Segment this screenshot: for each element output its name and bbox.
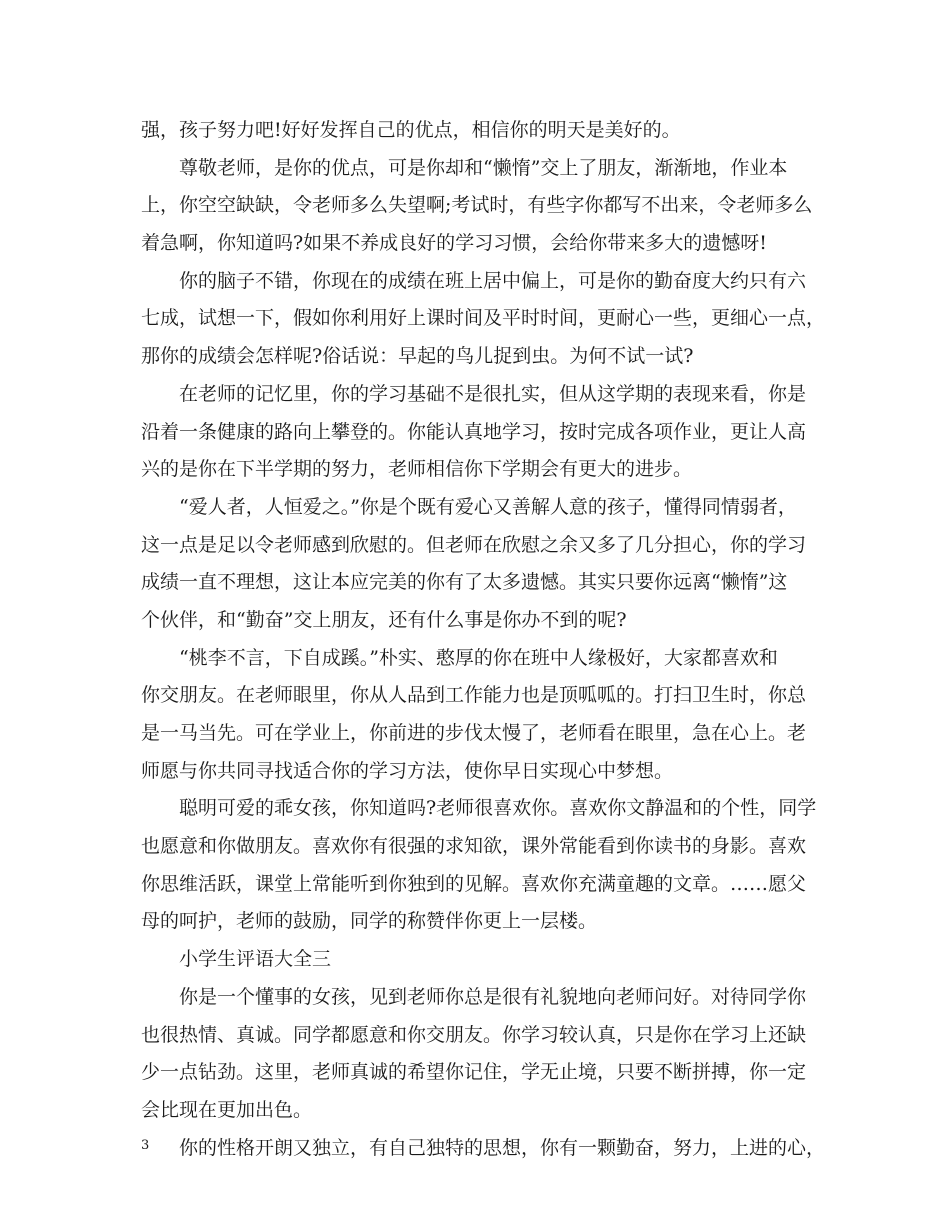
text-line: 你的脑子不错，你现在的成绩在班上居中偏上，可是你的勤奋度大约只有六 — [179, 269, 807, 292]
text-line: 会比现在更加出色。 — [141, 1098, 313, 1121]
text-line: 小学生评语大全三 — [179, 948, 332, 971]
text-line: 在老师的记忆里，你的学习基础不是很扎实，但从这学期的表现来看，你是 — [179, 382, 807, 405]
text-line: 你是一个懂事的女孩，见到老师你总是很有礼貌地向老师问好。对待同学你 — [179, 985, 807, 1008]
text-line: 也很热情、真诚。同学都愿意和你交朋友。你学习较认真，只是你在学习上还缺 — [141, 1023, 807, 1046]
text-line: 母的呵护，老师的鼓励，同学的称赞伴你更上一层楼。 — [141, 910, 598, 933]
text-line: 你思维活跃，课堂上常能听到你独到的见解。喜欢你充满童趣的文章。……愿父 — [141, 872, 807, 895]
text-line: 聪明可爱的乖女孩，你知道吗?老师很喜欢你。喜欢你文静温和的个性，同学 — [179, 797, 817, 820]
text-line: 强，孩子努力吧!好好发挥自己的优点，相信你的明天是美好的。 — [141, 119, 681, 141]
text-line: 兴的是你在下半学期的努力，老师相信你下学期会有更大的进步。 — [141, 458, 693, 481]
text-line: 成绩一直不理想，这让本应完美的你有了太多遗憾。其实只要你远离“懒惰”这 — [141, 571, 788, 594]
text-line: “爱人者，人恒爱之。”你是个既有爱心又善解人意的孩子，懂得同情弱者， — [179, 495, 797, 518]
text-line: “桃李不言，下自成蹊。”朴实、憨厚的你在班中人缘极好，大家都喜欢和 — [179, 646, 778, 669]
text-line: 这一点是足以令老师感到欣慰的。但老师在欣慰之余又多了几分担心，你的学习 — [141, 533, 807, 556]
text-line: 你交朋友。在老师眼里，你从人品到工作能力也是顶呱呱的。打扫卫生时，你总 — [141, 684, 807, 707]
text-line: 你的性格开朗又独立，有自己独特的思想，你有一颗勤奋，努力，上进的心， — [179, 1136, 826, 1159]
body-text — [141, 112, 826, 1167]
page-number: 3 — [141, 1138, 150, 1153]
text-line: 上，你空空缺缺，令老师多么失望啊;考试时，有些字你都写不出来，令老师多么 — [141, 194, 813, 217]
text-line: 着急啊，你知道吗?如果不养成良好的学习习惯，会给你带来多大的遗憾呀! — [141, 232, 767, 255]
text-line: 个伙伴，和“勤奋”交上朋友，还有什么事是你办不到的呢? — [141, 608, 627, 631]
text-line: 沿着一条健康的路向上攀登的。你能认真地学习，按时完成各项作业，更让人高 — [141, 420, 807, 443]
text-line: 师愿与你共同寻找适合你的学习方法，使你早日实现心中梦想。 — [141, 759, 674, 782]
text-line: 是一马当先。可在学业上，你前进的步伐太慢了，老师看在眼里，急在心上。老 — [141, 722, 807, 744]
text-line: 七成，试想一下，假如你利用好上课时间及平时时间，更耐心一些，更细心一点， — [141, 307, 826, 330]
text-line: 尊敬老师，是你的优点，可是你却和“懒惰”交上了朋友，渐渐地，作业本 — [179, 156, 788, 179]
text-line: 少一点钻劲。这里，老师真诚的希望你记住，学无止境，只要不断拼搏，你一定 — [141, 1061, 807, 1084]
text-line: 那你的成绩会怎样呢?俗话说：早起的鸟儿捉到虫。为何不试一试? — [141, 345, 694, 368]
text-line: 也愿意和你做朋友。喜欢你有很强的求知欲，课外常能看到你读书的身影。喜欢 — [141, 835, 807, 858]
